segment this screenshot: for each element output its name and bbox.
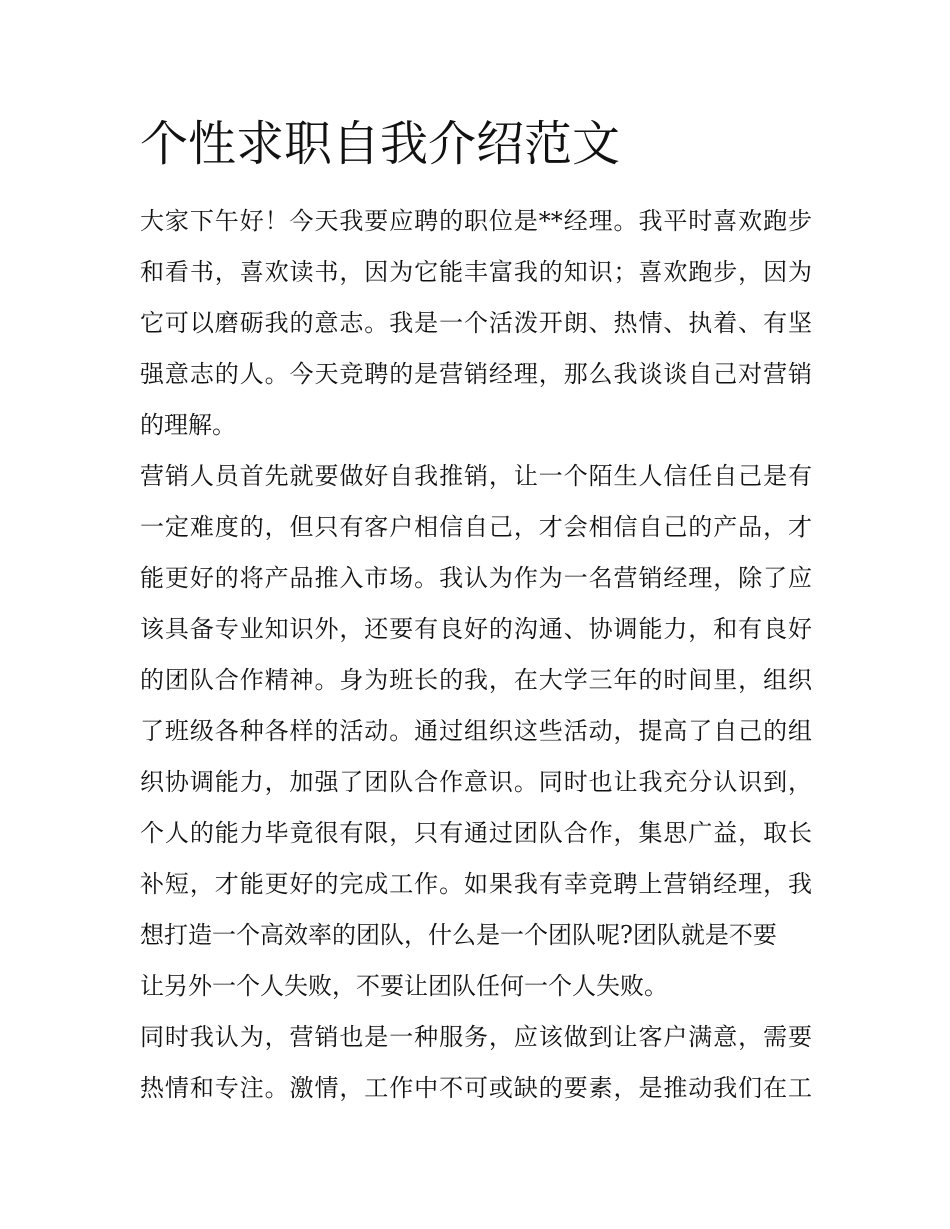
text-line: 能更好的将产品推入市场。我认为作为一名营销经理，除了应 <box>140 564 812 592</box>
text-line: 一定难度的，但只有客户相信自己，才会相信自己的产品，才 <box>140 513 812 541</box>
text-line: 它可以磨砺我的意志。我是一个活泼开朗、热情、执着、有坚 <box>140 309 812 337</box>
text-line: 让另外一个人失败，不要让团队任何一个人失败。 <box>140 972 668 1000</box>
text-line: 同时我认为，营销也是一种服务，应该做到让客户满意，需要 <box>140 1023 812 1051</box>
text-line: 该具备专业知识外，还要有良好的沟通、协调能力，和有良好 <box>140 615 812 643</box>
text-line: 大家下午好！今天我要应聘的职位是**经理。我平时喜欢跑步 <box>140 207 812 235</box>
text-line: 的理解。 <box>140 411 236 439</box>
text-line: 想打造一个高效率的团队，什么是一个团队呢?团队就是不要 <box>140 921 777 949</box>
paragraph-3 <box>140 1012 812 1114</box>
text-line: 和看书，喜欢读书，因为它能丰富我的知识；喜欢跑步，因为 <box>140 258 812 286</box>
text-line: 织协调能力，加强了团队合作意识。同时也让我充分认识到， <box>140 768 812 796</box>
paragraph-1 <box>140 196 812 451</box>
text-line: 补短，才能更好的完成工作。如果我有幸竞聘上营销经理，我 <box>140 870 812 898</box>
text-line: 的团队合作精神。身为班长的我，在大学三年的时间里，组织 <box>140 666 812 694</box>
document-body <box>140 196 812 1114</box>
paragraph-2 <box>140 451 812 1012</box>
text-line: 营销人员首先就要做好自我推销，让一个陌生人信任自己是有 <box>140 462 812 490</box>
text-line: 强意志的人。今天竞聘的是营销经理，那么我谈谈自己对营销 <box>140 360 812 388</box>
text-line: 热情和专注。激情，工作中不可或缺的要素，是推动我们在工 <box>140 1074 812 1102</box>
text-line: 了班级各种各样的活动。通过组织这些活动，提高了自己的组 <box>140 717 812 745</box>
text-line: 个人的能力毕竟很有限，只有通过团队合作，集思广益，取长 <box>140 819 812 847</box>
document-title: 个性求职自我介绍范文 <box>140 116 621 172</box>
